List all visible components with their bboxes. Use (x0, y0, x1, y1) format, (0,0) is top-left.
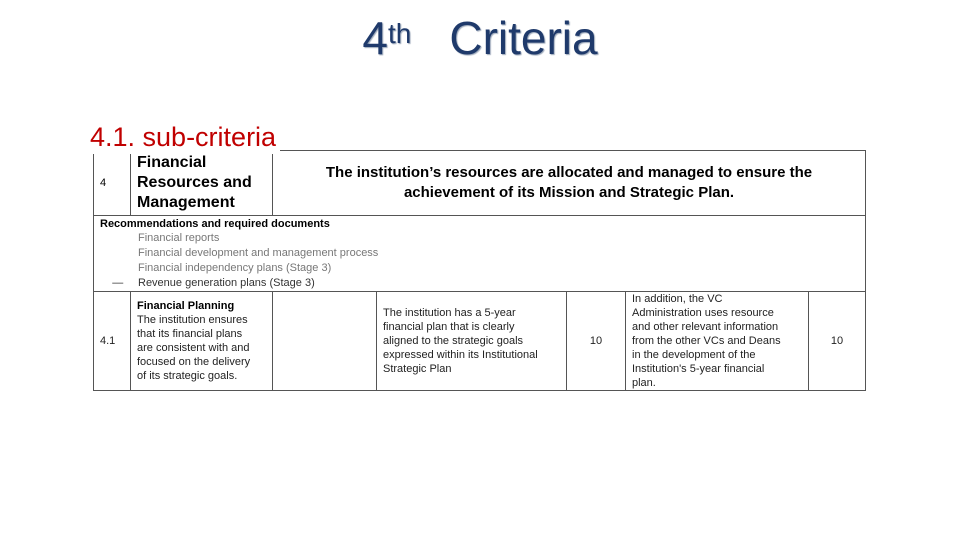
criterion-number: 4 (94, 151, 131, 216)
title-word: Criteria (449, 12, 598, 64)
indicator-line: Strategic Plan (383, 363, 452, 375)
recommendations-cell (94, 216, 866, 292)
criterion-name-line: Management (137, 194, 235, 211)
recommendation-item: Financial independency plans (Stage 3) (138, 262, 332, 274)
subcriterion-number: 4.1 (94, 292, 131, 391)
recommendations-row (94, 216, 866, 292)
criterion-name-line: Financial (137, 154, 207, 171)
recommendations-title: Recommendations and required documents (100, 218, 330, 230)
subcriteria-heading: 4.1. sub-criteria (90, 120, 280, 154)
slide-title (0, 8, 960, 68)
subcriterion-description-line: focused on the delivery (137, 356, 251, 368)
indicator-line: aligned to the strategic goals (383, 335, 524, 347)
criterion-name-line: Resources and (137, 174, 252, 191)
subcriterion-row (94, 292, 866, 391)
additional-line: in the development of the (632, 349, 756, 361)
empty-cell (273, 292, 377, 391)
subcriterion-title: Financial Planning (137, 300, 235, 312)
subcriterion-description-line: that its financial plans (137, 328, 243, 340)
recommendation-item: Financial development and management process (138, 247, 379, 259)
indicator-line: The institution has a 5-year (383, 307, 516, 319)
subcriterion-description-line: of its strategic goals. (137, 370, 238, 382)
additional-description (626, 292, 809, 391)
criteria-table (93, 150, 866, 391)
subcriterion-description-line: are consistent with and (137, 342, 250, 354)
additional-line: and other relevant information (632, 321, 779, 333)
title-ordinal-suffix: th (387, 18, 412, 49)
criterion-statement-line: The institution’s resources are allocated and managed to ensure the (325, 164, 813, 181)
criterion-name (131, 151, 273, 216)
criterion-row (94, 151, 866, 216)
criterion-statement (273, 151, 866, 216)
recommendation-item: Financial reports (138, 232, 220, 244)
additional-line: Institution's 5-year financial (632, 363, 765, 375)
indicator-line: financial plan that is clearly (383, 321, 515, 333)
title-number: 4 (362, 12, 388, 64)
additional-line: In addition, the VC (632, 293, 723, 305)
score-cell: 10 (809, 292, 866, 391)
indicator-description (377, 292, 567, 391)
recommendation-item: — Revenue generation plans (Stage 3) (100, 277, 315, 289)
score-cell: 10 (567, 292, 626, 391)
criterion-statement-line: achievement of its Mission and Strategic Plan. (403, 184, 735, 201)
additional-line: plan. (632, 377, 656, 389)
subcriterion-description (131, 292, 273, 391)
subcriterion-description-line: The institution ensures (137, 314, 248, 326)
additional-line: Administration uses resource (632, 307, 774, 319)
indicator-line: expressed within its Institutional (383, 349, 538, 361)
additional-line: from the other VCs and Deans (632, 335, 781, 347)
